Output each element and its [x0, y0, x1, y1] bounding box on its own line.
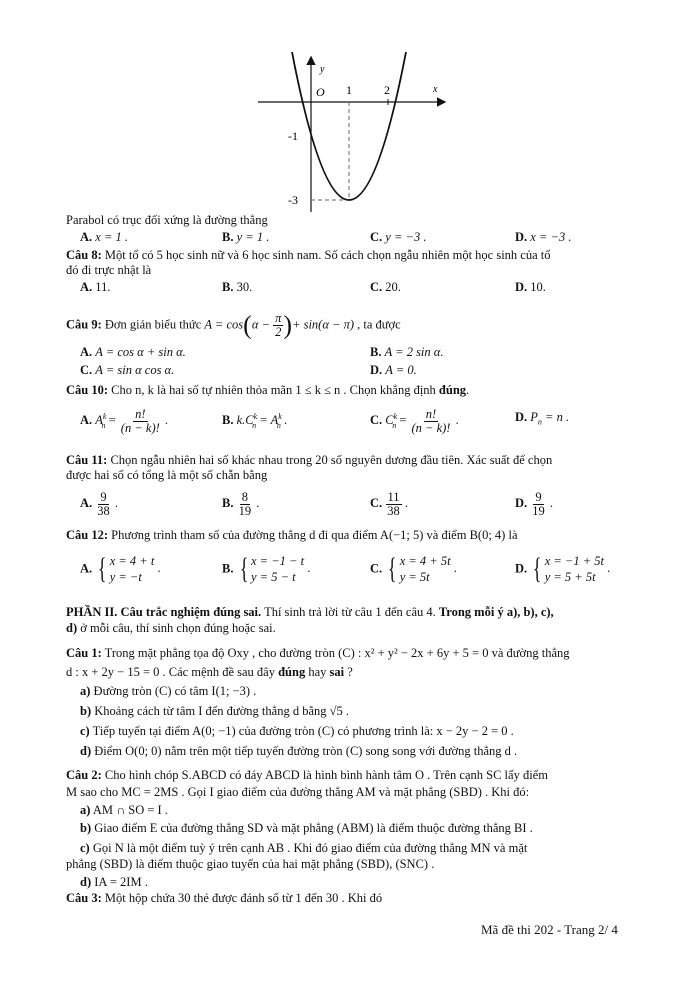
q11-stem-line1 — [66, 453, 552, 468]
question-text: d : x + 2y − 15 = 0 . Các mệnh đề sau đây — [66, 665, 279, 679]
item-label: b) — [80, 821, 92, 835]
p2q1-item-d — [80, 744, 517, 759]
item-text: Gọi N là một điểm tuỳ ý trên cạnh AB . Khi đó giao điểm của đường thẳng MN và mặt — [89, 841, 528, 855]
option-text: P — [530, 410, 538, 424]
q7-option-c — [370, 230, 426, 245]
q8-option-a — [80, 280, 110, 295]
p2q2-item-b — [80, 821, 533, 836]
punct: . — [466, 383, 470, 397]
fraction — [237, 491, 254, 518]
question-text: Chọn ngẫu nhiên hai số khác nhau trong 20 số nguyên dương đầu tiên. Xác suất để chọn — [107, 453, 553, 467]
row: x = 4 + t — [109, 554, 155, 568]
y-tick-label-neg3: -3 — [288, 193, 298, 207]
frac-den: (n − k)! — [120, 420, 160, 435]
p2q2-stem-line1 — [66, 768, 548, 783]
option-label: A. — [80, 561, 93, 576]
q11-stem-line2: được hai số có tổng là một số chẵn bằng — [66, 468, 268, 482]
item-label: c) — [80, 841, 90, 855]
option-label: C. — [370, 280, 383, 294]
question-label: Câu 9: — [66, 317, 102, 332]
q12-option-c: C. { x = 4 + 5t y = 5t . — [370, 552, 457, 585]
q8-stem-line1 — [66, 248, 551, 263]
item-text: IA = 2IM . — [91, 875, 148, 889]
section-emphasis: Trong mỗi ý a), b), c), — [438, 605, 554, 619]
option-label: A. — [80, 345, 93, 359]
item-text: Tiếp tuyến tại điểm A(0; −1) của đường tròn (C) có phương trình là: x − 2y − 2 = 0 . — [89, 724, 514, 738]
p2q2-item-c-continued: phẳng (SBD) là điểm thuộc giao tuyến của hai mặt phẳng (SBD), (SNC) . — [66, 857, 435, 871]
option-label: B. — [222, 496, 234, 510]
sup: k — [102, 412, 107, 421]
row: y = −t — [109, 570, 142, 584]
question-text: hay — [305, 665, 330, 679]
punct: ? — [344, 665, 353, 679]
option-label: C. — [370, 413, 383, 428]
q8-option-c — [370, 280, 401, 295]
sup: k — [253, 412, 258, 421]
frac-den: (n − k)! — [411, 420, 451, 435]
q9-tail: , ta được — [354, 317, 401, 332]
sup: k — [393, 412, 398, 421]
q9-option-a — [80, 345, 186, 360]
frac-num: 9 — [535, 489, 542, 504]
row: x = 4 + 5t — [399, 554, 451, 568]
q7-option-a — [80, 230, 128, 245]
option-text: A = 0. — [385, 363, 417, 377]
q11-option-c: C. $\frac{11}{38}$ . — [370, 489, 409, 518]
option-text: C — [385, 413, 394, 428]
fraction — [95, 491, 112, 518]
question-label: Câu 3: — [66, 891, 102, 905]
p2q1-item-b — [80, 704, 349, 719]
expr-c: + sin(α − π) — [292, 317, 354, 332]
emphasis: đúng — [278, 665, 306, 679]
x-tick-label-2: 2 — [384, 83, 390, 97]
item-text: Đường tròn (C) có tâm I(1; −3) . — [90, 684, 257, 698]
q8-option-d — [515, 280, 546, 295]
item-label: b) — [80, 704, 92, 718]
pi-over-2 — [273, 312, 283, 339]
question-label: Câu 8: — [66, 248, 102, 262]
option-text: A = sin α cos α. — [95, 363, 175, 377]
q8-stem-line2: đó đi trực nhật là — [66, 263, 152, 277]
option-label: A. — [80, 280, 93, 294]
q9-option-c — [80, 363, 174, 378]
origin-label: O — [316, 85, 325, 99]
expr-b: α − — [251, 317, 270, 332]
q12-option-d: D. { x = −1 + 5t y = 5 + 5t . — [515, 552, 611, 585]
section-emphasis: d) — [66, 621, 78, 635]
sub: n — [392, 420, 397, 430]
q9-stem: Câu 9: Đơn giản biểu thức A = cos(α − $\frac{\pi}{2}$ )+ sin(α − π) , ta được — [66, 310, 401, 340]
frac-den: 38 — [97, 503, 110, 518]
frac-num: 11 — [387, 489, 400, 504]
option-text: 11. — [92, 280, 111, 294]
question-label: Câu 1: — [66, 646, 102, 660]
question-label: Câu 10: — [66, 383, 109, 397]
section-text: Thí sinh trả lời từ câu 1 đến câu 4. — [261, 605, 439, 619]
p2q3-stem — [66, 891, 382, 906]
frac-den: 19 — [238, 503, 252, 518]
frac-den: 38 — [387, 503, 400, 518]
sub: n — [537, 417, 542, 427]
option-label: B. — [222, 561, 234, 576]
option-label: D. — [515, 496, 528, 510]
option-text: y = −3 . — [385, 230, 427, 244]
sub: n — [252, 420, 257, 430]
q9-option-d — [370, 363, 417, 378]
fraction — [530, 491, 547, 518]
option-label: D. — [370, 363, 383, 377]
p2q1-stem-line2 — [66, 665, 353, 680]
p2q2-item-a — [80, 803, 168, 818]
q10-stem — [66, 383, 469, 398]
frac-num: 8 — [241, 489, 248, 504]
option-label: D. — [515, 410, 528, 424]
row: x = −1 − t — [251, 554, 305, 568]
p2q2-item-c — [80, 841, 527, 856]
question-text: Một tổ có 5 học sinh nữ và 6 học sinh nam. Số cách chọn ngẫu nhiên một học sinh của tổ — [101, 248, 551, 262]
system: { x = 4 + t y = −t — [98, 552, 155, 585]
y-axis-label: y — [320, 64, 325, 75]
frac-num: 9 — [100, 489, 107, 504]
option-text: 30. — [233, 280, 253, 294]
question-text: Phương trình tham số của đường thẳng d đi qua điểm A(−1; 5) và điểm B(0; 4) là — [108, 528, 518, 542]
y-tick-label-neg1: -1 — [288, 129, 298, 143]
row: y = 5 + 5t — [544, 570, 596, 584]
option-label: A. — [80, 496, 93, 510]
item-text: Điểm O(0; 0) nằm trên một tiếp tuyến đường tròn (C) song song với đường thẳng d . — [91, 744, 518, 758]
expr-a: A = cos — [204, 317, 244, 332]
option-text: k.C — [236, 413, 254, 428]
frac-den: 2 — [275, 325, 282, 339]
frac-den: 19 — [532, 503, 545, 518]
item-label: a) — [80, 684, 91, 698]
option-text: = A — [256, 413, 279, 428]
part2-heading-line2 — [66, 621, 276, 636]
fraction — [119, 408, 162, 435]
option-label: C. — [370, 230, 383, 244]
option-label: D. — [515, 230, 528, 244]
p2q2-stem-line2: M sao cho MC = 2MS . Gọi I giao điểm của đường thẳng AM và mặt phẳng (SBD) . Khi đó: — [66, 785, 530, 799]
frac-num: n! — [135, 406, 146, 421]
option-text: x = 1 . — [95, 230, 129, 244]
question-text: Cho hình chóp S.ABCD có đáy ABCD là hình bình hành tâm O . Trên cạnh SC lấy điểm — [101, 768, 548, 782]
page-footer: Mã đề thi 202 - Trang 2/ 4 — [481, 922, 618, 937]
item-label: d) — [80, 744, 92, 758]
sub: n — [101, 420, 106, 430]
p2q1-item-a — [80, 684, 256, 699]
option-label: A. — [80, 230, 93, 244]
question-text: Cho n, k là hai số tự nhiên thỏa mãn 1 ≤ k ≤ n . Chọn khẳng định — [108, 383, 439, 397]
option-label: D. — [515, 561, 528, 576]
option-text: x = −3 . — [530, 230, 572, 244]
question-label: Câu 12: — [66, 528, 109, 542]
fraction — [385, 491, 402, 518]
q10-option-a: A. $A^k_n$ = $\frac{n!}{(n - k)!}$ . — [80, 406, 169, 435]
item-label: c) — [80, 724, 90, 738]
question-label: Câu 11: — [66, 453, 108, 467]
section-text: ở mỗi câu, thí sinh chọn đúng hoặc sai. — [77, 621, 276, 635]
option-label: B. — [370, 345, 382, 359]
emphasis: đúng — [438, 383, 467, 397]
frac-num: n! — [425, 406, 437, 421]
q12-option-a: A. { x = 4 + t y = −t . — [80, 552, 161, 585]
system: { x = 4 + 5t y = 5t — [388, 552, 451, 585]
q11-option-b: B. $\frac{8}{19}$ . — [222, 489, 260, 518]
q7-option-b — [222, 230, 269, 245]
row: y = 5 − t — [251, 570, 296, 584]
item-text: Giao điểm E của đường thẳng SD và mặt phẳng (ABM) là điểm thuộc đường thẳng BI . — [91, 821, 533, 835]
item-text: Khoảng cách từ tâm I đến đường thẳng d bằng √5 . — [91, 704, 349, 718]
option-text: A = cos α + sin α. — [95, 345, 186, 359]
q12-option-b: B. { x = −1 − t y = 5 − t . — [222, 552, 311, 585]
q7-stem: Parabol có trục đối xứng là đường thẳng — [66, 213, 268, 227]
option-label: B. — [222, 230, 234, 244]
option-text: A = 2 sin α. — [384, 345, 444, 359]
option-label: C. — [370, 561, 383, 576]
question-text: Đơn giản biểu thức — [101, 317, 205, 332]
part2-heading-line1 — [66, 605, 554, 620]
system: { x = −1 + 5t y = 5 + 5t — [533, 552, 605, 585]
row: y = 5t — [399, 570, 430, 584]
q12-stem — [66, 528, 518, 543]
option-text: A — [95, 413, 103, 428]
q11-option-a: A. $\frac{9}{38}$ . — [80, 489, 119, 518]
option-label: C. — [80, 363, 93, 377]
fraction — [410, 408, 453, 435]
frac-num: π — [275, 311, 282, 325]
question-text: Trong mặt phẳng tọa độ Oxy , cho đường tròn (C) : x² + y² − 2x + 6y + 5 = 0 và đường thẳng — [101, 646, 570, 660]
question-text: Một hộp chứa 30 thẻ được đánh số từ 1 đến 30 . Khi đó — [101, 891, 383, 905]
option-label: B. — [222, 413, 234, 428]
option-label: C. — [370, 496, 383, 510]
item-label: d) — [80, 875, 92, 889]
q11-option-d: D. $\frac{9}{19}$ . — [515, 489, 554, 518]
item-label: a) — [80, 803, 91, 817]
q8-option-b — [222, 280, 252, 295]
q9-option-b — [370, 345, 443, 360]
sub: n — [276, 420, 281, 430]
option-text: = n . — [541, 410, 570, 424]
question-label: Câu 2: — [66, 768, 102, 782]
q10-option-c: C. $C^k_n$ = $\frac{n!}{(n - k)!}$ . — [370, 406, 459, 435]
sup: k — [278, 412, 282, 421]
p2q1-stem-line1 — [66, 646, 570, 661]
p2q1-item-c — [80, 724, 514, 739]
x-tick-label-1: 1 — [346, 83, 352, 97]
q10-option-b: B. $k.C^k_n = A^k_n$ . — [222, 412, 288, 430]
parabola-graph — [250, 52, 450, 217]
option-text: y = 1 . — [236, 230, 270, 244]
option-text: 20. — [382, 280, 401, 294]
emphasis: sai — [329, 665, 345, 679]
system: { x = −1 − t y = 5 − t — [239, 552, 305, 585]
x-axis-label: x — [433, 84, 438, 95]
p2q2-item-d — [80, 875, 148, 890]
option-label: B. — [222, 280, 234, 294]
option-text: 10. — [527, 280, 546, 294]
section-title: PHẦN II. Câu trắc nghiệm đúng sai. — [66, 605, 262, 619]
row: x = −1 + 5t — [544, 554, 605, 568]
option-label: A. — [80, 413, 93, 428]
q7-option-d — [515, 230, 571, 245]
q10-option-d — [515, 402, 569, 438]
option-label: D. — [515, 280, 528, 294]
item-text: AM ∩ SO = I . — [90, 803, 168, 817]
